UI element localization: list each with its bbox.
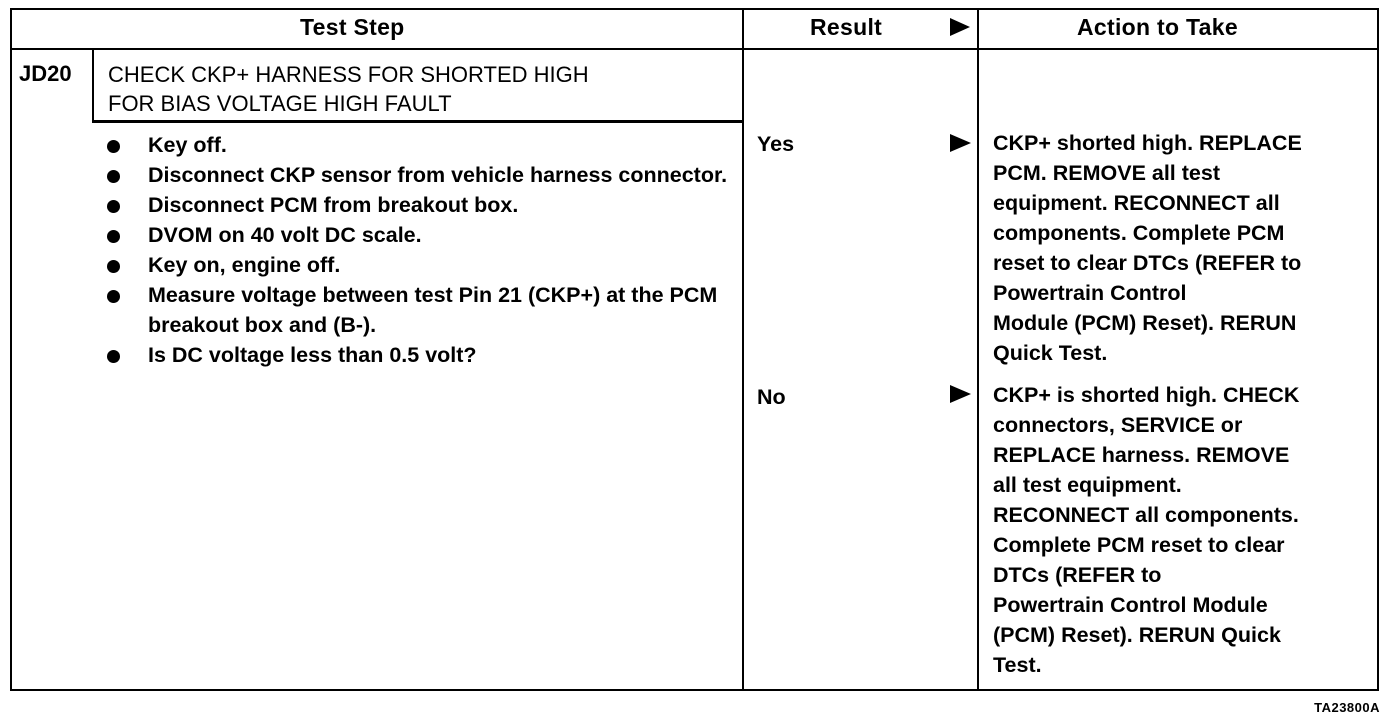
bullet-icon xyxy=(107,350,120,363)
header-action: Action to Take xyxy=(1077,14,1238,40)
test-step-item: Disconnect CKP sensor from vehicle harness connector. xyxy=(104,160,734,190)
header-arrow-icon xyxy=(950,18,970,36)
title-bottom-rule xyxy=(92,120,744,123)
bullet-icon xyxy=(107,230,120,243)
action-no: CKP+ is shorted high. CHECK connectors, SERVICE or REPLACE harness. REMOVE all test equipment. RECONNECT all components. Complete PCM reset to clear DTCs (REFER to Powertrain Control Module (PCM) Reset). RERUN Quick Test. xyxy=(993,383,1300,677)
test-step-item: Key on, engine off. xyxy=(104,250,734,280)
test-step-item: Measure voltage between test Pin 21 (CKP+) at the PCM breakout box and (B-). xyxy=(104,280,734,340)
result-yes: Yes xyxy=(757,132,795,156)
test-step-item: Key off. xyxy=(104,130,734,160)
test-step-item: DVOM on 40 volt DC scale. xyxy=(104,220,734,250)
test-step-list xyxy=(104,130,734,370)
header-bottom-rule xyxy=(10,48,1379,50)
divider-teststep-result xyxy=(742,8,744,691)
step-id: JD20 xyxy=(19,61,72,86)
arrow-no-icon xyxy=(950,385,971,403)
arrow-yes-icon xyxy=(950,134,971,152)
header-result: Result xyxy=(810,14,883,40)
bullet-icon xyxy=(107,170,120,183)
test-step-item: Disconnect PCM from breakout box. xyxy=(104,190,734,220)
step-title-line: CHECK CKP+ HARNESS FOR SHORTED HIGH xyxy=(108,62,589,87)
test-step-question: Is DC voltage less than 0.5 volt? xyxy=(104,340,734,370)
bullet-icon xyxy=(107,260,120,273)
result-no: No xyxy=(757,385,786,409)
bullet-icon xyxy=(107,290,120,303)
figure-code: TA23800A xyxy=(1314,700,1380,715)
bullet-icon xyxy=(107,200,120,213)
divider-result-action xyxy=(977,8,979,691)
header-test-step: Test Step xyxy=(300,14,405,40)
divider-id-title xyxy=(92,50,94,122)
bullet-icon xyxy=(107,140,120,153)
step-title xyxy=(108,60,728,118)
step-title-line: FOR BIAS VOLTAGE HIGH FAULT xyxy=(108,91,452,116)
action-yes: CKP+ shorted high. REPLACE PCM. REMOVE all test equipment. RECONNECT all components. Complete PCM reset to clear DTCs (REFER to Powertrain Control Module (PCM) Reset). RERUN Quick Test. xyxy=(993,131,1302,365)
